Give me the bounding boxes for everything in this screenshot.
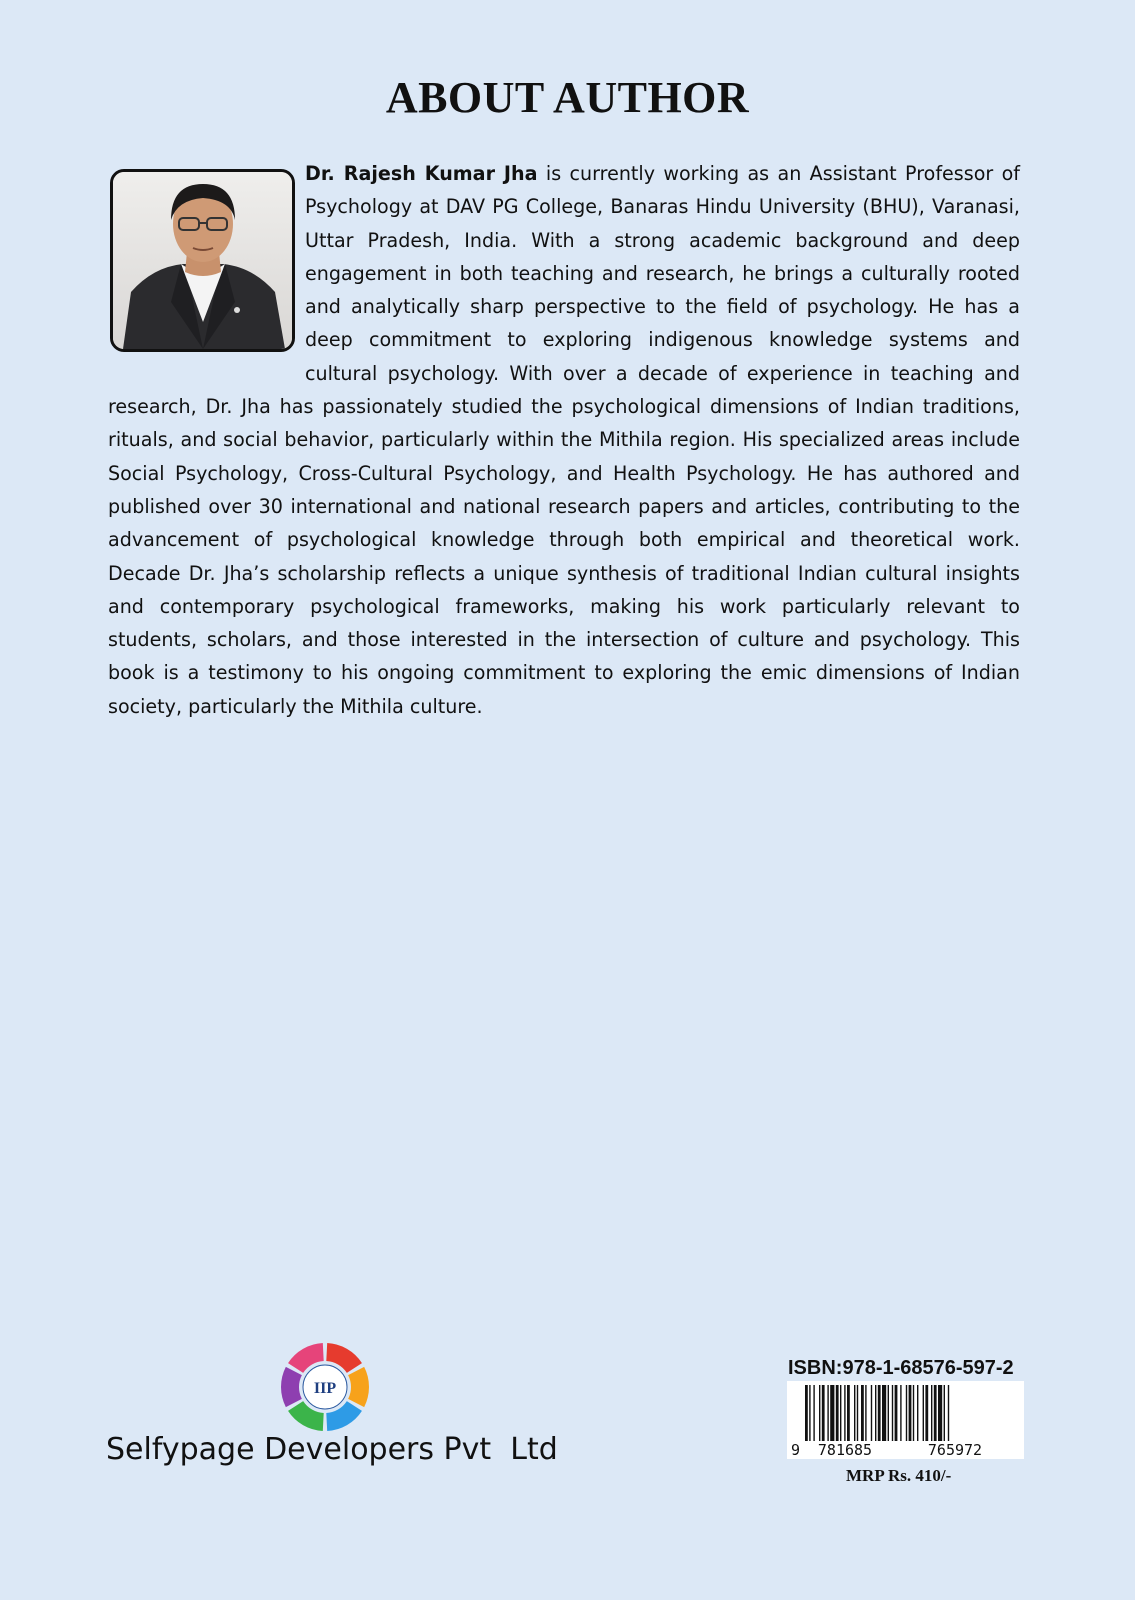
barcode-bar — [840, 1385, 841, 1441]
barcode-bar — [944, 1385, 945, 1441]
barcode-bar — [892, 1385, 893, 1441]
logo-initials: IIP — [313, 1380, 337, 1397]
barcode-bar — [895, 1385, 898, 1441]
barcode-bar — [830, 1385, 834, 1441]
barcode-bar — [948, 1385, 949, 1441]
barcode-bar — [854, 1385, 855, 1441]
barcode-image — [787, 1381, 1024, 1459]
barcode-bar — [844, 1385, 845, 1441]
barcode-bar — [857, 1385, 858, 1441]
author-photo — [110, 169, 295, 352]
barcode-digits-left: 781685 — [817, 1441, 873, 1459]
barcode-bar — [836, 1385, 839, 1441]
barcode-bar — [805, 1385, 808, 1441]
author-bio — [108, 157, 1020, 723]
barcode-bar — [861, 1385, 864, 1441]
barcode-digit-first: 9 — [791, 1441, 801, 1459]
barcode-bar — [925, 1385, 928, 1441]
barcode-bar — [917, 1385, 918, 1441]
barcode-bar — [809, 1385, 810, 1441]
barcode-bar — [913, 1385, 914, 1441]
barcode-bar — [909, 1385, 912, 1441]
barcode-bar — [865, 1385, 866, 1441]
page-title: ABOUT AUTHOR — [385, 73, 750, 122]
publisher-name: Selfypage Developers Pvt Ltd — [106, 1432, 558, 1467]
barcode-bar — [923, 1385, 924, 1441]
barcode-bar — [871, 1385, 872, 1441]
bio-text: is currently working as an Assistant Professor of Psychology at DAV PG College, Banaras Hindu University (BHU), Varanasi, Uttar Pradesh, India. With a strong academic background and deep engagement in both teaching and research, he brings a culturally rooted and analytically sharp perspective to the field of psychology. He has a deep commitment to exploring indigenous knowledge systems and cultural psychology. With over a decade of experience in teaching and research, Dr. Jha has passionately studied the psychological dimensions of Indian traditions, rituals, and social behavior, particularly within the Mithila region. His specialized areas include Social Psychology, Cross-Cultural Psychology, and Health Psychology. He has authored and published over 30 international and national research papers and articles, contributing to the advancement of psychological knowledge through both empirical and theoretical work. Decade Dr. Jha’s scholarship reflects a unique synthesis of traditional Indian cultural insights and contemporary psychological frameworks, making his work particularly relevant to students, scholars, and those interested in the intersection of culture and psychology. This book is a testimony to his ongoing commitment to exploring the emic dimensions of Indian society, particularly the Mithila culture. — [108, 162, 1021, 718]
barcode-bar — [934, 1385, 937, 1441]
barcode-bar — [827, 1385, 828, 1441]
barcode-bar — [931, 1385, 932, 1441]
barcode-bar — [819, 1385, 820, 1441]
barcode-digits-right: 765972 — [927, 1441, 983, 1459]
mrp-price: MRP Rs. 410/- — [846, 1466, 952, 1485]
barcode-bar — [888, 1385, 889, 1441]
publisher-logo — [278, 1340, 372, 1434]
logo-arrow-segment — [281, 1367, 302, 1407]
isbn-barcode — [787, 1381, 1024, 1459]
barcode-bar — [938, 1385, 942, 1441]
author-portrait-image — [113, 172, 292, 349]
isbn-label: ISBN:978-1-68576-597-2 — [788, 1357, 1014, 1379]
barcode-bar — [882, 1385, 886, 1441]
barcode-bar — [878, 1385, 881, 1441]
barcode-bar — [900, 1385, 901, 1441]
barcode-bar — [847, 1385, 850, 1441]
logo-arrow-segment — [348, 1367, 369, 1407]
author-name: Dr. Rajesh Kumar Jha — [305, 162, 538, 185]
barcode-bar — [822, 1385, 825, 1441]
barcode-bar — [875, 1385, 876, 1441]
barcode-bar — [813, 1385, 814, 1441]
iip-logo-icon — [278, 1340, 372, 1434]
barcode-bar — [906, 1385, 907, 1441]
